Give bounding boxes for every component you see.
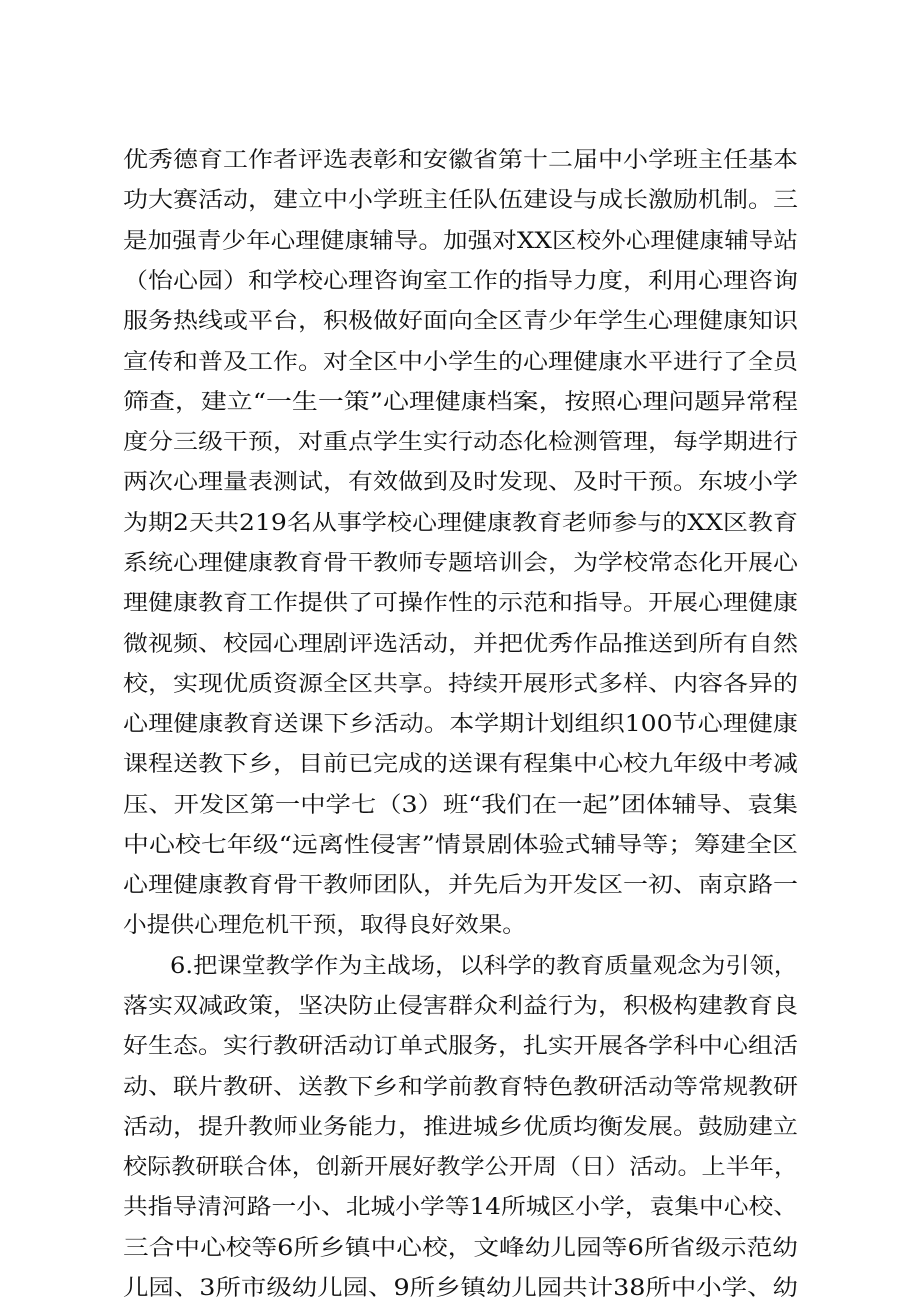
text-line xyxy=(0,1108,909,1148)
text-line-content: 度分三级干预，对重点学生实行动态化检测管理，每学期进行 xyxy=(123,430,798,455)
text-line xyxy=(0,463,909,503)
text-line-content: 儿园、3所市级幼儿园、9所乡镇幼儿园共计38所中小学、幼 xyxy=(123,1276,798,1301)
text-line xyxy=(0,302,909,342)
text-line-content: 优秀德育工作者评选表彰和安徽省第十二届中小学班主任基本 xyxy=(123,148,798,173)
text-line-content: 中心校七年级“远离性侵害”情景剧体验式辅导等；筹建全区 xyxy=(123,833,799,858)
text-line xyxy=(0,1027,909,1067)
text-line xyxy=(0,987,909,1027)
text-line xyxy=(0,665,909,705)
text-line xyxy=(0,181,909,221)
text-line xyxy=(0,1188,909,1228)
text-line xyxy=(0,343,909,383)
text-line-content: （怡心园）和学校心理咨询室工作的指导力度，利用心理咨询 xyxy=(123,269,798,294)
text-line-content: 是加强青少年心理健康辅导。加强对XX区校外心理健康辅导站 xyxy=(123,229,798,254)
text-line xyxy=(0,1068,909,1108)
text-line xyxy=(0,866,909,906)
text-line-content: 筛查，建立“一生一策”心理健康档案，按照心理问题异常程 xyxy=(123,390,799,415)
text-line xyxy=(0,544,909,584)
text-line xyxy=(0,141,909,181)
text-line-content: 压、开发区第一中学七（3）班“我们在一起”团体辅导、袁集 xyxy=(123,793,798,818)
text-line xyxy=(0,383,909,423)
text-line xyxy=(0,584,909,624)
text-line xyxy=(0,262,909,302)
text-line xyxy=(0,222,909,262)
text-line-content: 理健康教育工作提供了可操作性的示范和指导。开展心理健康 xyxy=(123,591,798,616)
text-line-content: 三合中心校等6所乡镇中心校，文峰幼儿园等6所省级示范幼 xyxy=(123,1236,798,1261)
text-line xyxy=(0,947,909,987)
text-line-content: 课程送教下乡，目前已完成的送课有程集中心校九年级中考减 xyxy=(123,752,798,777)
text-line-content: 落实双减政策，坚决防止侵害群众利益行为，积极构建教育良 xyxy=(123,994,798,1019)
text-line xyxy=(0,1269,909,1309)
text-line-content: 为期2天共219名从事学校心理健康教育老师参与的XX区教育 xyxy=(123,511,799,536)
text-line-content: 功大赛活动，建立中小学班主任队伍建设与成长激励机制。三 xyxy=(123,188,798,213)
text-line xyxy=(0,423,909,463)
text-line xyxy=(0,1148,909,1188)
text-line xyxy=(0,786,909,826)
text-line-content: 动、联片教研、送教下乡和学前教育特色教研活动等常规教研 xyxy=(123,1075,798,1100)
text-line-content: 心理健康教育送课下乡活动。本学期计划组织100节心理健康 xyxy=(123,712,799,737)
text-line-content: 活动，提升教师业务能力，推进城乡优质均衡发展。鼓励建立 xyxy=(123,1115,798,1140)
text-line-content: 两次心理量表测试，有效做到及时发现、及时干预。东坡小学 xyxy=(123,470,798,495)
text-line-content: 小提供心理危机干预，取得良好效果。 xyxy=(123,913,526,938)
text-line xyxy=(0,826,909,866)
text-line xyxy=(0,625,909,665)
text-line xyxy=(0,504,909,544)
text-line-content: 心理健康教育骨干教师团队，并先后为开发区一初、南京路一 xyxy=(123,873,798,898)
text-line-content: 校，实现优质资源全区共享。持续开展形式多样、内容各异的 xyxy=(123,672,798,697)
text-line-content: 共指导清河路一小、北城小学等14所城区小学，袁集中心校、 xyxy=(123,1195,798,1220)
text-line-content: 宣传和普及工作。对全区中小学生的心理健康水平进行了全员 xyxy=(123,350,798,375)
text-line-content: 服务热线或平台，积极做好面向全区青少年学生心理健康知识 xyxy=(123,309,798,334)
text-line-content: 系统心理健康教育骨干教师专题培训会，为学校常态化开展心 xyxy=(123,551,798,576)
text-line-content: 好生态。实行教研活动订单式服务，扎实开展各学科中心组活 xyxy=(123,1034,798,1059)
text-line-content: 6.把课堂教学作为主战场，以科学的教育质量观念为引领， xyxy=(170,954,798,979)
text-line xyxy=(0,745,909,785)
text-line xyxy=(0,705,909,745)
text-line-content: 微视频、校园心理剧评选活动，并把优秀作品推送到所有自然 xyxy=(123,632,798,657)
text-line xyxy=(0,906,909,946)
text-line xyxy=(0,1229,909,1269)
text-line-content: 校际教研联合体，创新开展好教学公开周（日）活动。上半年， xyxy=(123,1155,798,1180)
